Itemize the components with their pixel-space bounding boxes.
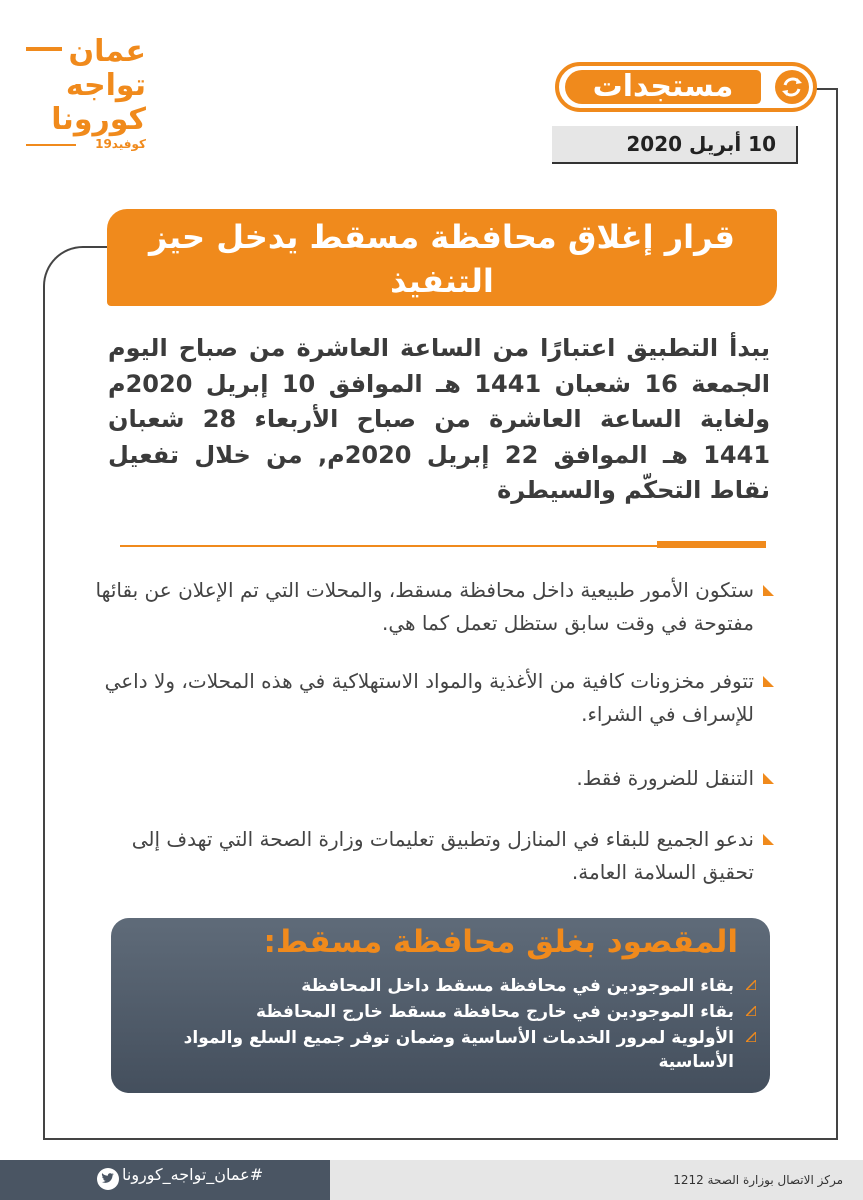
- summary-item-text: بقاء الموجودين في خارج محافظة مسقط خارج المحافظة: [255, 1002, 734, 1022]
- frame-line: [43, 1138, 838, 1140]
- divider-accent: [657, 541, 766, 548]
- logo-line-3: كورونا: [51, 102, 146, 137]
- logo-underline: [26, 144, 76, 146]
- date-text: 10 أبريل 2020: [626, 132, 776, 156]
- campaign-logo: [22, 36, 152, 156]
- summary-item-text: بقاء الموجودين في محافظة مسقط داخل المحافظة: [301, 976, 734, 996]
- summary-item: [134, 1026, 734, 1074]
- refresh-icon: [775, 70, 809, 104]
- announcement-title: قرار إغلاق محافظة مسقط يدخل حيز التنفيذ: [107, 209, 777, 306]
- summary-item: [256, 1000, 734, 1024]
- campaign-hashtag[interactable]: #عمان_تواجه_كورونا: [122, 1165, 264, 1184]
- triangle-bullet-icon: [746, 980, 756, 990]
- triangle-bullet-icon: [746, 1006, 756, 1016]
- section-header: [555, 62, 817, 112]
- bullet-text: التنقل للضرورة فقط.: [576, 766, 754, 790]
- frame-corner: [43, 246, 115, 298]
- bullet-text: ندعو الجميع للبقاء في المنازل وتطبيق تعليمات وزارة الصحة التي تهدف إلى تحقيق السلامة العامة.: [131, 827, 754, 884]
- summary-panel: [111, 918, 770, 1093]
- triangle-bullet-icon: [746, 1032, 756, 1042]
- section-header-label: مستجدات: [565, 70, 761, 104]
- logo-line-1: عمان: [68, 34, 146, 69]
- bullet-arrow-icon: [763, 773, 774, 784]
- date-badge: [552, 126, 798, 164]
- summary-item-text: الأولوية لمرور الخدمات الأساسية وضمان توفر جميع السلع والمواد الأساسية: [183, 1028, 734, 1072]
- bullet-arrow-icon: [763, 834, 774, 845]
- logo-subtitle: كوفيد19: [95, 137, 146, 151]
- list-item: [78, 574, 754, 640]
- frame-line: [815, 88, 837, 90]
- list-item: [78, 665, 754, 731]
- bullet-arrow-icon: [763, 676, 774, 687]
- list-item: [78, 823, 754, 889]
- summary-item: [301, 974, 734, 998]
- logo-accent-bar: [26, 47, 62, 51]
- bullet-text: تتوفر مخزونات كافية من الأغذية والمواد الاستهلاكية في هذه المحلات، ولا داعي للإسراف في الشراء.: [104, 669, 754, 726]
- summary-title: المقصود بغلق محافظة مسقط:: [263, 924, 738, 960]
- call-center-info: مركز الاتصال بوزارة الصحة 1212: [673, 1173, 843, 1187]
- bullet-arrow-icon: [763, 585, 774, 596]
- frame-line: [836, 88, 838, 1140]
- twitter-icon: [96, 1167, 120, 1191]
- list-item: [78, 762, 754, 795]
- frame-line: [43, 290, 45, 1140]
- logo-line-2: تواجه: [65, 68, 146, 103]
- bullet-text: ستكون الأمور طبيعية داخل محافظة مسقط، والمحلات التي تم الإعلان عن بقائها مفتوحة في وقت سابق ستظل تعمل كما هي.: [95, 578, 754, 635]
- intro-paragraph: يبدأ التطبيق اعتبارًا من الساعة العاشرة من صباح اليوم الجمعة 16 شعبان 1441 هـ الموافق 10 إبريل 2020م ولغاية الساعة العاشرة من صباح الأربعاء 28 شعبان 1441 هـ الموافق 22 إبريل 2020م, من خلال تفعيل نقاط التحكّم والسيطرة: [108, 334, 771, 504]
